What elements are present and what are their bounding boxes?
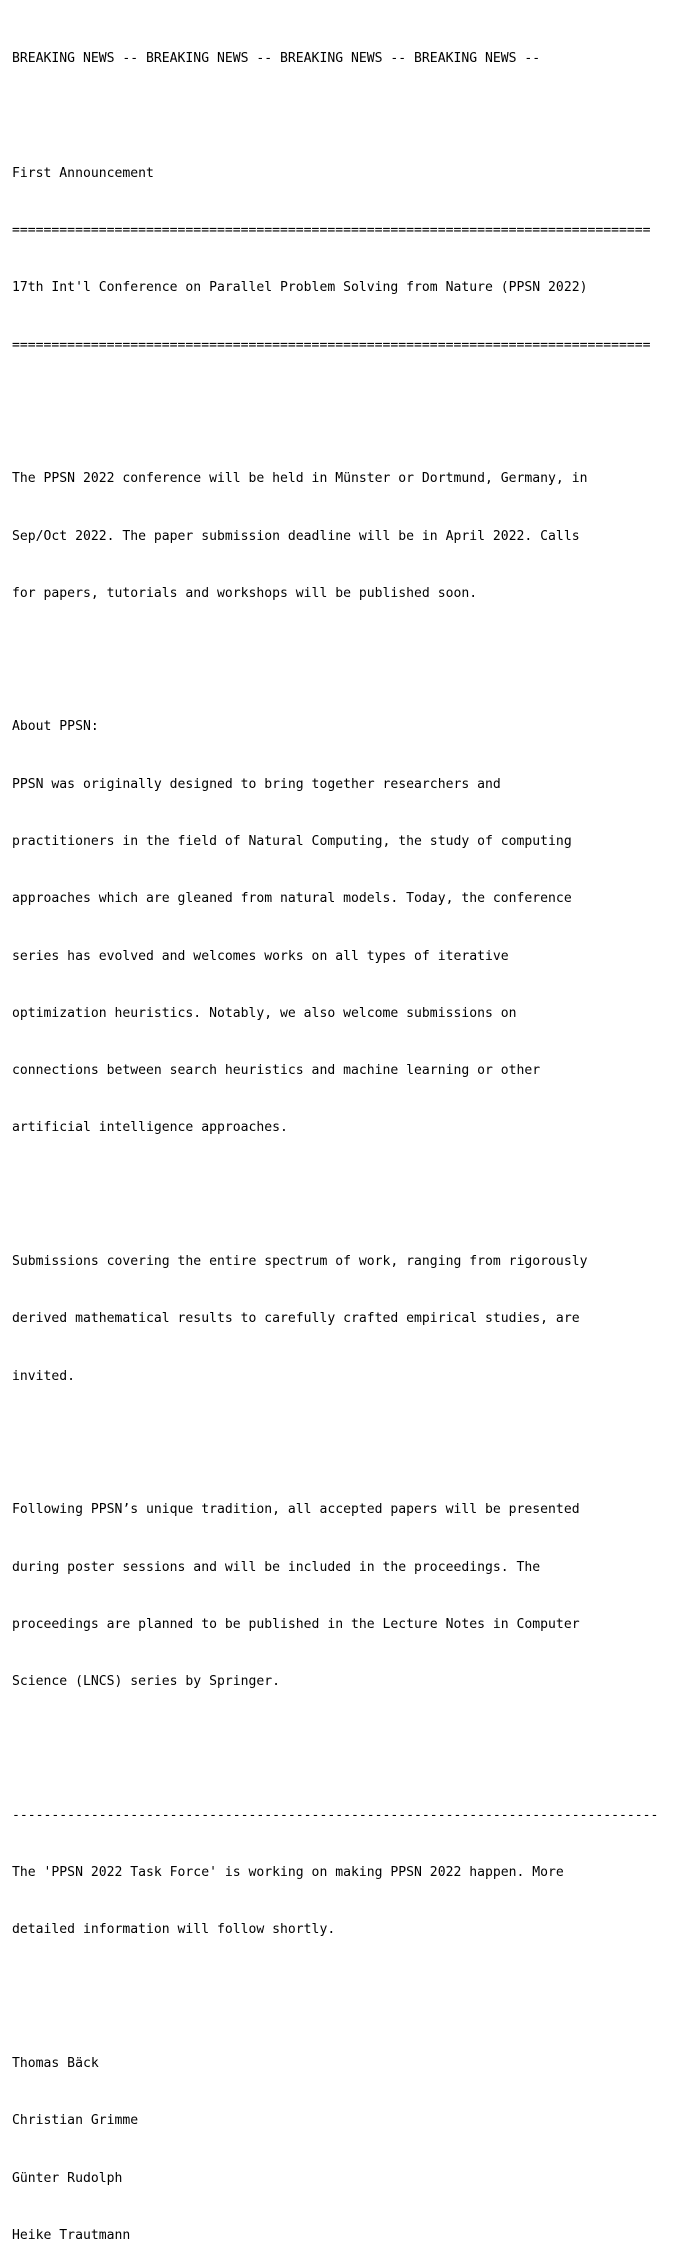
tradition-line: Following PPSN’s unique tradition, all accepted papers will be presented [12, 1502, 580, 1518]
intro-line: Sep/Oct 2022. The paper submission deadline will be in April 2022. Calls [12, 528, 580, 544]
submissions-line: invited. [12, 1368, 76, 1384]
signatory-name: Christian Grimme [12, 2113, 139, 2129]
about-heading: About PPSN: [12, 719, 99, 735]
conference-title: 17th Int'l Conference on Parallel Problem Solving from Nature (PPSN 2022) [12, 280, 588, 296]
about-line: artificial intelligence approaches. [12, 1120, 288, 1136]
title-rule-top: ================================================================================= [12, 223, 651, 239]
task-force-line: The 'PPSN 2022 Task Force' is working on making PPSN 2022 happen. More [12, 1865, 564, 1881]
announcement-label: First Announcement [12, 165, 154, 181]
about-line: PPSN was originally designed to bring together researchers and [12, 776, 501, 792]
about-line: optimization heuristics. Notably, we also welcome submissions on [12, 1005, 517, 1021]
blank-line [12, 1978, 682, 1997]
signatory-name: Günter Rudolph [12, 2170, 123, 2186]
blank-line [12, 106, 682, 125]
dashed-rule: ---------------------------------------------------------------------------------- [12, 1807, 659, 1823]
submissions-line: derived mathematical results to carefully crafted empirical studies, are [12, 1311, 580, 1327]
about-line: practitioners in the field of Natural Computing, the study of computing [12, 834, 572, 850]
about-line: series has evolved and welcomes works on all types of iterative [12, 948, 509, 964]
blank-line [12, 641, 682, 660]
submissions-line: Submissions covering the entire spectrum of work, ranging from rigorously [12, 1254, 588, 1270]
blank-line [12, 1729, 682, 1748]
blank-line [12, 1176, 682, 1195]
tradition-line: proceedings are planned to be published in the Lecture Notes in Computer [12, 1616, 580, 1632]
blank-line [12, 393, 682, 412]
signatory-name: Heike Trautmann [12, 2227, 131, 2243]
tradition-line: during poster sessions and will be included in the proceedings. The [12, 1559, 541, 1575]
about-line: connections between search heuristics and machine learning or other [12, 1063, 541, 1079]
task-force-line: detailed information will follow shortly. [12, 1922, 336, 1938]
signatory-name: Thomas Bäck [12, 2056, 99, 2072]
intro-line: The PPSN 2022 conference will be held in Münster or Dortmund, Germany, in [12, 471, 588, 487]
about-line: approaches which are gleaned from natural models. Today, the conference [12, 891, 572, 907]
breaking-news-banner: BREAKING NEWS -- BREAKING NEWS -- BREAKING NEWS -- BREAKING NEWS -- [12, 51, 541, 67]
announcement-document [12, 11, 682, 2264]
tradition-line: Science (LNCS) series by Springer. [12, 1674, 281, 1690]
blank-line [12, 1424, 682, 1443]
intro-line: for papers, tutorials and workshops will be published soon. [12, 585, 478, 601]
title-rule-bottom: ================================================================================= [12, 337, 651, 353]
